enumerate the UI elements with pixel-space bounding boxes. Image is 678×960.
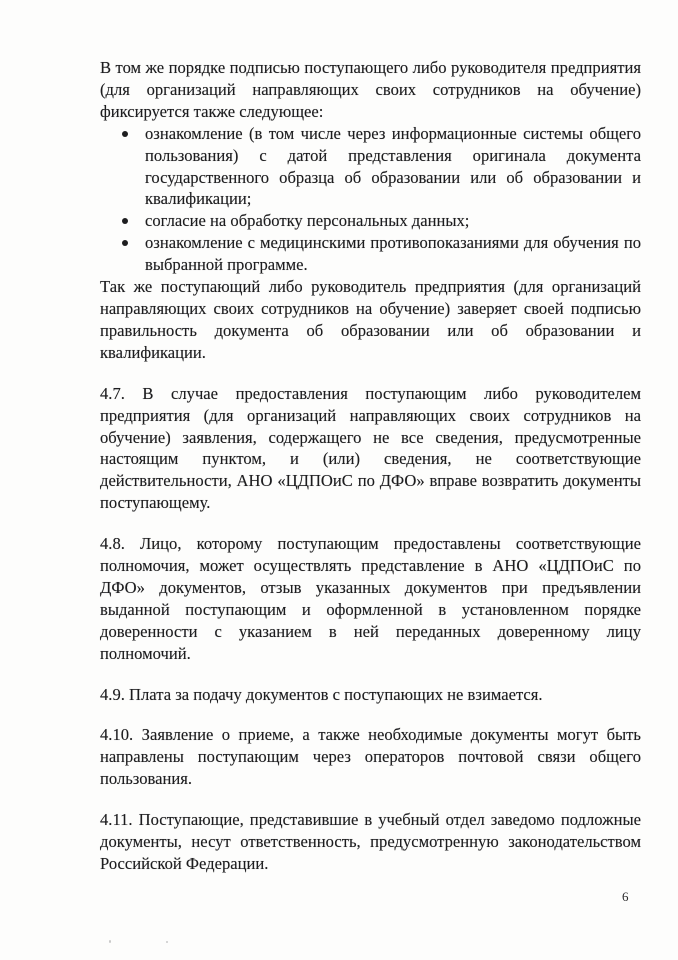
bullet-item: ознакомление с медицинскими противопоказаниями для обучения по выбранной программе. — [145, 233, 641, 275]
scan-artifact — [109, 940, 111, 943]
section-number: 4.9. — [100, 684, 125, 704]
section-4-7 — [100, 383, 641, 514]
section-number: 4.10. — [100, 725, 134, 745]
page-number: 6 — [622, 889, 629, 904]
section-number: 4.8. — [100, 534, 125, 554]
bullet-item: ознакомление (в том числе через информационные системы общего пользования) с датой представления оригинала документа государственного образца об образовании или об образовании и квалификации; — [145, 123, 641, 209]
section-text: Заявление о приеме, а также необходимые документы могут быть направлены поступающим через операторов почтовой связи общего пользования. — [100, 725, 641, 789]
bullet-list — [100, 123, 641, 276]
bullet-item: согласие на обработку персональных данных; — [145, 210, 641, 232]
section-number: 4.7. — [100, 383, 125, 403]
section-text: Лицо, которому поступающим предоставлены соответствующие полномочия, может осуществлять представление в АНО «ЦДПОиС по ДФО» документов, отзыв указанных документов при предъявлении выданной поступающим и оформленной в установленном порядке доверенности с указанием в ней переданных доверенному лицу полномочий. — [100, 534, 641, 663]
section-number: 4.11. — [100, 810, 133, 830]
paragraph-after-bullets: Так же поступающий либо руководитель предприятия (для организаций направляющих своих сотрудников на обучение) заверяет своей подписью правильность документа об образовании или об образовании и квалификации. — [100, 277, 641, 362]
section-text: Поступающие, представившие в учебный отдел заведомо подложные документы, несут ответственность, предусмотренную законодательством Российской Федерации. — [100, 810, 641, 873]
section-4-10 — [100, 724, 641, 790]
section-text: В случае предоставления поступающим либо руководителем предприятия (для организаций направляющих своих сотрудников на обучение) заявления, содержащего не все сведения, предусмотренные настоящим пунктом, и (или) сведения, не соответствующие действительности, АНО «ЦДПОиС по ДФО» вправе возвратить документы поступающему. — [100, 383, 641, 513]
section-4-9 — [100, 684, 641, 706]
scan-artifact — [166, 941, 168, 943]
section-4-8 — [100, 533, 641, 664]
paragraph-intro: В том же порядке подписью поступающего либо руководителя предприятия (для организаций направляющих своих сотрудников на обучение) фиксируется также следующее: — [100, 58, 641, 121]
section-text: Плата за подачу документов с поступающих не взимается. — [129, 684, 543, 704]
document-text-block — [100, 57, 641, 875]
section-4-11 — [100, 809, 641, 875]
